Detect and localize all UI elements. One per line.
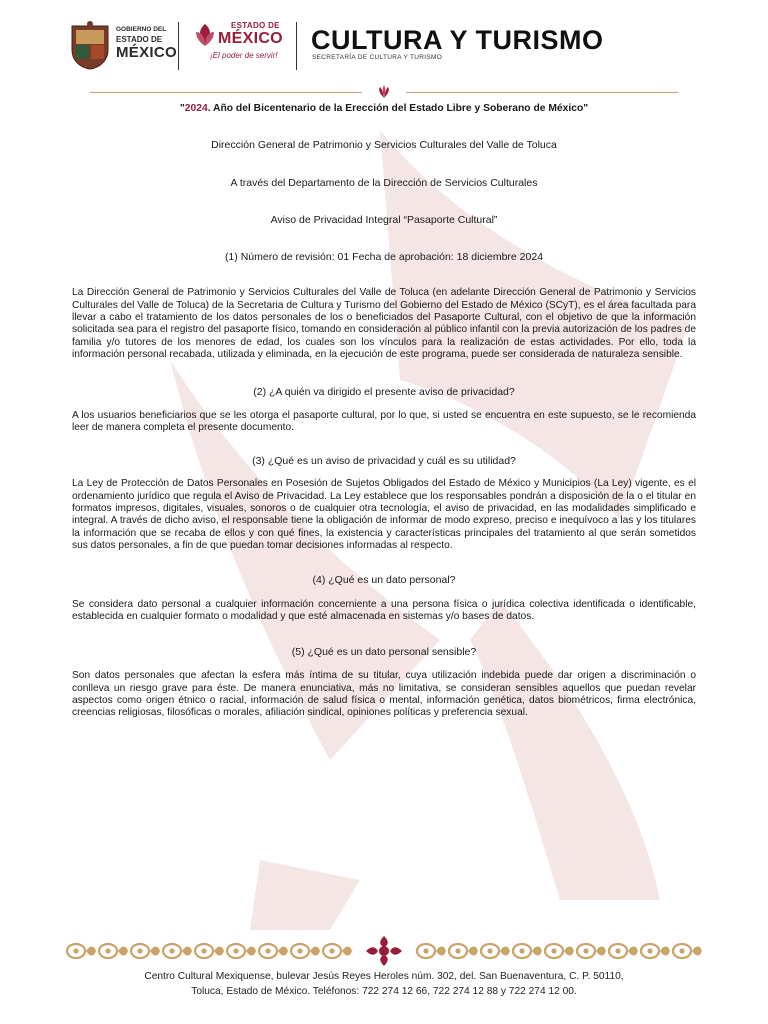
section-heading: (3) ¿Qué es un aviso de privacidad y cuál es su utilidad? xyxy=(252,455,516,468)
secretaria-subtitle: SECRETARÍA DE CULTURA Y TURISMO xyxy=(312,54,443,61)
section-body: La Ley de Protección de Datos Personales en Posesión de Sujetos Obligados del Estado de México y Municipios (La Ley) vigente, es el ordenamiento jurídico que regula el Aviso de Privacidad. La Ley establece que los responsables pondrán a disposición de la o el titular en formatos impresos, digitales, visuales, sonoros o de cualquier otra tecnología, el aviso de privacidad, en las modalidades simplificado e integral. A través de dicho aviso, el responsable tiene la obligación de informar de modo expreso, preciso e inequívoco a las y los titulares la información que se recaba de ellos y con qué fines, la existencia y características principales del tratamiento al que serán sometidos sus datos personales, a fin de que puedan tomar decisiones informadas al respecto. xyxy=(72,478,696,551)
footer-ornament-band xyxy=(66,936,702,966)
document-body xyxy=(72,100,696,720)
header-rule-right xyxy=(406,92,678,93)
gob-line1: GOBIERNO DEL xyxy=(116,26,167,33)
gobierno-wordmark xyxy=(116,27,177,60)
secretaria-title: CULTURA Y TURISMO xyxy=(311,25,604,55)
letterhead xyxy=(0,0,768,100)
footer-flower-ornament-icon xyxy=(366,936,402,966)
header-rule-left xyxy=(90,92,362,93)
year-title-year: 2024 xyxy=(184,103,208,114)
gob-line3: MÉXICO xyxy=(116,43,177,61)
gob-line2: ESTADO DE xyxy=(116,34,163,44)
year-title: "2024. Año del Bicentenario de la Erección del Estado Libre y Soberano de México" xyxy=(179,103,589,114)
footer-line1: Centro Cultural Mexiquense, bulevar Jesús Reyes Heroles núm. 302, del. San Buenaventura, C. P. 50110, xyxy=(144,971,624,982)
section-heading: (4) ¿Qué es un dato personal? xyxy=(312,574,456,587)
section-body: A los usuarios beneficiarios que se les otorga el pasaporte cultural, por lo que, si usted se encuentra en este supuesto, se le recomienda leer de manera completa el presente documento. xyxy=(72,409,696,433)
departamento-heading: A través del Departamento de la Dirección de Servicios Culturales xyxy=(230,176,538,189)
footer-line2: Toluca, Estado de México. Teléfonos: 722 274 12 66, 722 274 12 88 y 722 274 12 00. xyxy=(191,986,577,997)
estado-de-mexico-flower-logo xyxy=(194,22,216,48)
edo-slogan: ¡El poder de servir! xyxy=(210,51,278,60)
header-divider xyxy=(178,22,179,70)
section-heading: (2) ¿A quién va dirigido el presente aviso de privacidad? xyxy=(253,386,515,399)
flower-ornament-icon xyxy=(372,84,396,100)
revision-line: (1) Número de revisión: 01 Fecha de aprobación: 18 diciembre 2024 xyxy=(224,251,544,264)
header-divider xyxy=(296,22,297,70)
aviso-title: Aviso de Privacidad Integral “Pasaporte Cultural” xyxy=(270,213,498,226)
section-body: Se considera dato personal a cualquier información concerniente a una persona física o jurídica colectiva identificada o identificable, establecida en cualquier formato o modalidad y que esté almacenada en sistemas y/o bases de datos. xyxy=(72,598,696,622)
section-heading: (5) ¿Qué es un dato personal sensible? xyxy=(291,646,477,659)
direccion-heading: Dirección General de Patrimonio y Servicios Culturales del Valle de Toluca xyxy=(211,139,557,152)
section-body: Son datos personales que afectan la esfera más íntima de su titular, cuya utilización indebida puede dar origen a discriminación o conlleva un riesgo grave para éste. De manera enunciativa, más no limitativa, se consideran sensibles aquellos que puedan revelar aspectos como origen étnico o racial, información de salud física o mental, información genética, datos biométricos, firma electrónica, creencias religiosas, filosóficas o morales, afiliación sindical, opiniones políticas y preferencia sexual. xyxy=(72,670,696,719)
footer-address xyxy=(66,969,702,999)
edo-small-label: ESTADO DE xyxy=(231,21,280,30)
coat-of-arms-icon xyxy=(68,20,112,70)
edo-big-label: MÉXICO xyxy=(218,30,283,47)
intro-paragraph: La Dirección General de Patrimonio y Servicios Culturales del Valle de Toluca (en adelante Dirección General de Patrimonio y Servicios Culturales del Valle de Toluca) de la Secretaria de Cultura y Turismo del Gobierno del Estado de México (SCyT), es el área facultada para llevar a cabo el tratamiento de los datos personales de los o beneficiados del Pasaporte Cultural, con el objetivo de que la información solicitada sea para el registro del pasaporte físico, tomando en consideración al público infantil con la previa autorización de los padres de familia y/o tutores de los menores de edad, los cuales son los vínculos para la realización de estas actividades. Por ello, toda la información personal recabada, utilizada y eliminada, en la ejecución de este programa, puede ser considerada de naturaleza sensible. xyxy=(72,287,696,360)
